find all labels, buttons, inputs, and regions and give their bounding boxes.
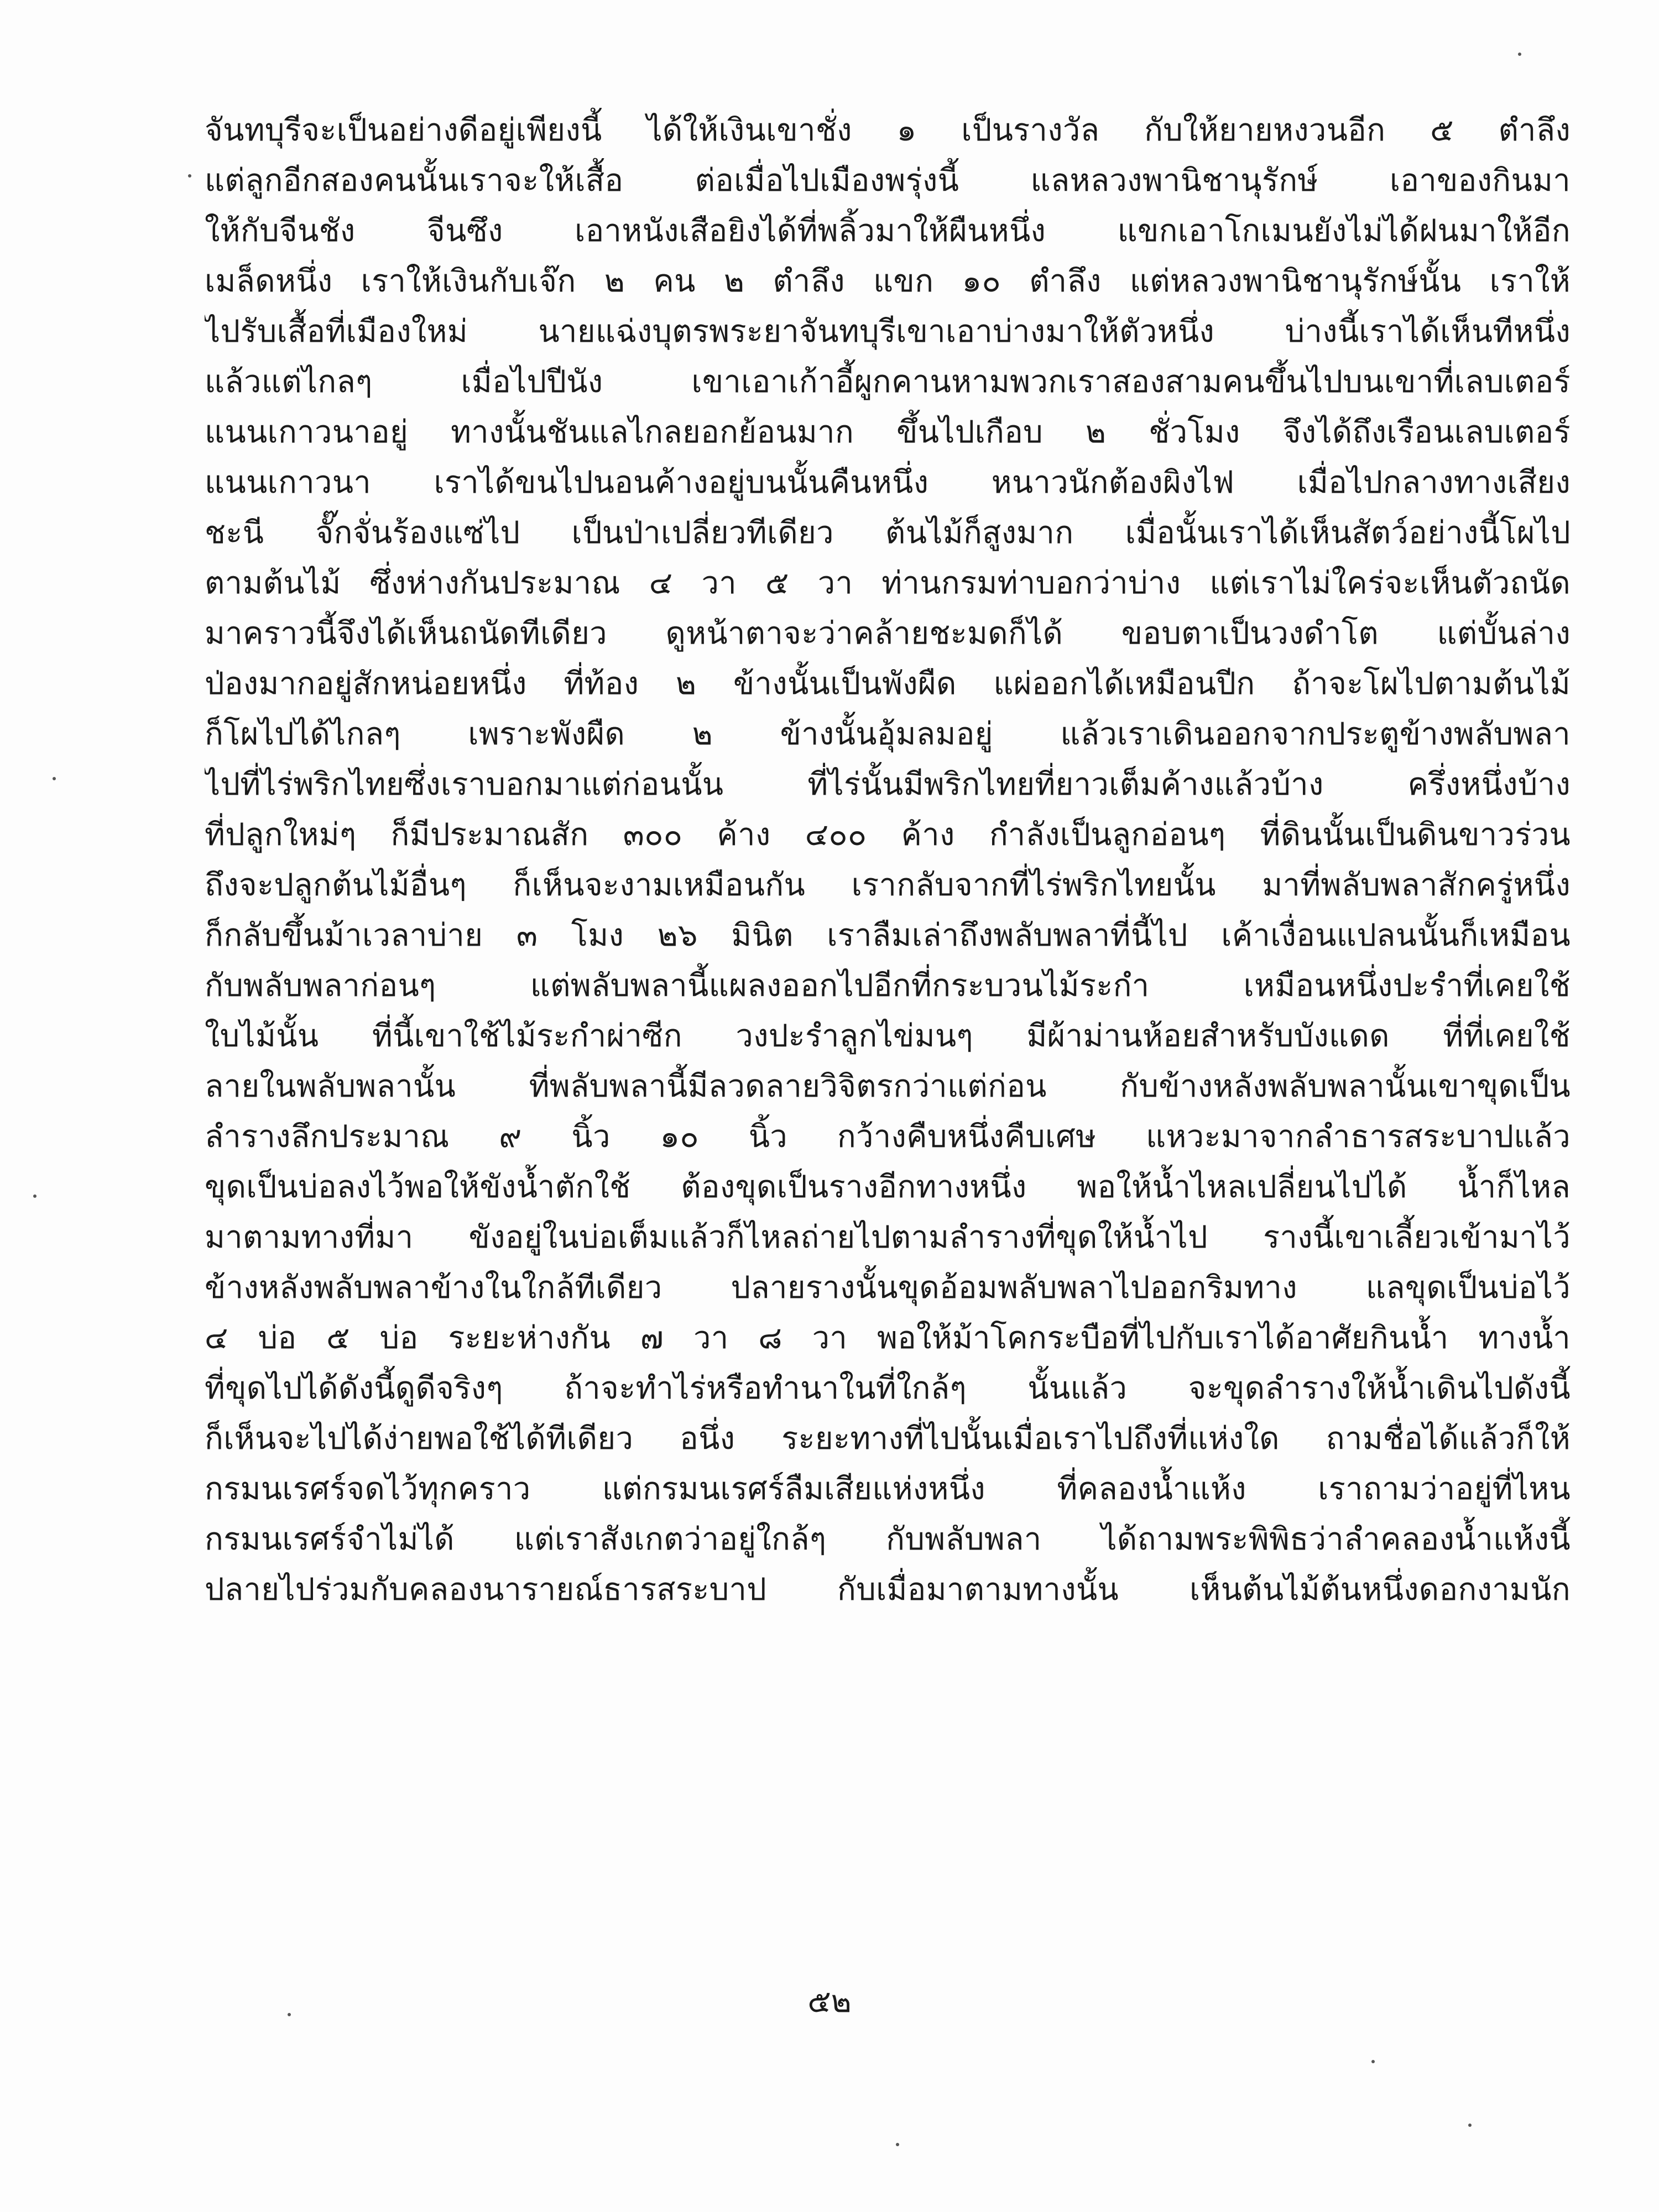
text-line: กับพลับพลาก่อนๆ แต่พลับพลานี้แผลงออกไปอีกที่กระบวนไม้ระกำ เหมือนหนึ่งปะรำที่เคยใช้ <box>205 968 1571 1004</box>
text-line: กรมนเรศร์จดไว้ทุกคราว แต่กรมนเรศร์ลืมเสียแห่งหนึ่ง ที่คลองน้ำแห้ง เราถามว่าอยู่ที่ไหน <box>205 1471 1571 1507</box>
text-line: ให้กับจีนชัง จีนซึง เอาหนังเสือยิงได้ที่พลิ้วมาให้ผืนหนึ่ง แขกเอาโกเมนยังไม่ได้ฝนมาให้อีก <box>205 213 1571 249</box>
scan-speck <box>1371 2060 1375 2063</box>
text-line: ป่องมากอยู่สักหน่อยหนึ่ง ที่ท้อง ๒ ข้างนั้นเป็นพังผืด แผ่ออกได้เหมือนปีก ถ้าจะโผไปตามต้นไม้ <box>205 666 1571 702</box>
text-line: ไปรับเสื้อที่เมืองใหม่ นายแฉ่งบุตรพระยาจันทบุรีเขาเอาบ่างมาให้ตัวหนึ่ง บ่างนี้เราได้เห็นทีหนึ่ง <box>205 314 1571 349</box>
text-line: มาตามทางที่มา ขังอยู่ในบ่อเต็มแล้วก็ไหลถ่ายไปตามลำรางที่ขุดให้น้ำไป รางนี้เขาเลี้ยวเข้ามาไว้ <box>205 1219 1571 1255</box>
text-line: แนนเกาวนาอยู่ ทางนั้นชันแลไกลยอกย้อนมาก ขึ้นไปเกือบ ๒ ชั่วโมง จึงได้ถึงเรือนเลบเตอร์ <box>205 414 1571 450</box>
text-line: ขุดเป็นบ่อลงไว้พอให้ขังน้ำตักใช้ ต้องขุดเป็นรางอีกทางหนึ่ง พอให้น้ำไหลเปลี่ยนไปได้ น้ำก็ไหล <box>205 1169 1571 1205</box>
text-line: กรมนเรศร์จำไม่ได้ แต่เราสังเกตว่าอยู่ใกล้ๆ กับพลับพลา ได้ถามพระพิพิธว่าลำคลองน้ำแห้งนี้ <box>205 1521 1571 1557</box>
text-line: ก็เห็นจะไปได้ง่ายพอใช้ได้ทีเดียว อนึ่ง ระยะทางที่ไปนั้นเมื่อเราไปถึงที่แห่งใด ถามชื่อได้แล้วก็ให้ <box>205 1421 1571 1457</box>
scan-speck <box>288 2013 291 2016</box>
text-line: ปลายไปร่วมกับคลองนารายณ์ธารสระบาป กับเมื่อมาตามทางนั้น เห็นต้นไม้ต้นหนึ่งดอกงามนัก <box>205 1572 1571 1608</box>
text-line: จันทบุรีจะเป็นอย่างดีอยู่เพียงนี้ ได้ให้เงินเขาชั่ง ๑ เป็นรางวัล กับให้ยายหงวนอีก ๕ ตำลึง <box>205 112 1571 148</box>
text-line: ที่ขุดไปได้ดังนี้ดูดีจริงๆ ถ้าจะทำไร่หรือทำนาในที่ใกล้ๆ นั้นแล้ว จะขุดลำรางให้น้ำเดินไปดังนี้ <box>205 1370 1571 1406</box>
scan-speck <box>1518 53 1521 56</box>
scan-speck <box>188 174 191 178</box>
text-line: แล้วแต่ไกลๆ เมื่อไปปีนัง เขาเอาเก้าอี้ผูกคานหามพวกเราสองสามคนขึ้นไปบนเขาที่เลบเตอร์ <box>205 364 1571 400</box>
body-text <box>205 105 1571 1615</box>
text-line: แนนเกาวนา เราได้ขนไปนอนค้างอยู่บนนั้นคืนหนึ่ง หนาวนักต้องผิงไฟ เมื่อไปกลางทางเสียง <box>205 465 1571 500</box>
scan-speck <box>33 1194 36 1198</box>
text-line: มาคราวนี้จึงได้เห็นถนัดทีเดียว ดูหน้าตาจะว่าคล้ายชะมดก็ได้ ขอบตาเป็นวงดำโต แต่บั้นล่าง <box>205 615 1571 651</box>
text-line: ที่ปลูกใหม่ๆ ก็มีประมาณสัก ๓๐๐ ค้าง ๔๐๐ ค้าง กำลังเป็นลูกอ่อนๆ ที่ดินนั้นเป็นดินขาวร่วน <box>205 817 1571 853</box>
scan-speck <box>896 2143 899 2146</box>
text-line: ๔ บ่อ ๕ บ่อ ระยะห่างกัน ๗ วา ๘ วา พอให้ม้าโคกระบือที่ไปกับเราได้อาศัยกินน้ำ ทางน้ำ <box>205 1320 1571 1356</box>
scan-speck <box>1468 2124 1472 2127</box>
scan-speck <box>53 777 56 780</box>
text-line: ลายในพลับพลานั้น ที่พลับพลานี้มีลวดลายวิจิตรกว่าแต่ก่อน กับข้างหลังพลับพลานั้นเขาขุดเป็น <box>205 1068 1571 1104</box>
page-number: ๕๒ <box>807 1984 852 2020</box>
text-line: เมล็ดหนึ่ง เราให้เงินกับเจ๊ก ๒ คน ๒ ตำลึง แขก ๑๐ ตำลึง แต่หลวงพานิชานุรักษ์นั้น เราให้ <box>205 263 1571 299</box>
text-line: ตามต้นไม้ ซึ่งห่างกันประมาณ ๔ วา ๕ วา ท่านกรมท่าบอกว่าบ่าง แต่เราไม่ใคร่จะเห็นตัวถนัด <box>205 565 1571 601</box>
text-line: ก็โผไปได้ไกลๆ เพราะพังผืด ๒ ข้างนั้นอุ้มลมอยู่ แล้วเราเดินออกจากประตูข้างพลับพลา <box>205 716 1571 752</box>
text-line: ก็กลับขึ้นม้าเวลาบ่าย ๓ โมง ๒๖ มินิต เราลืมเล่าถึงพลับพลาที่นี้ไป เค้าเงื่อนแปลนนั้นก็เหมือน <box>205 917 1571 953</box>
text-line: ไปที่ไร่พริกไทยซึ่งเราบอกมาแต่ก่อนนั้น ที่ไร่นั้นมีพริกไทยที่ยาวเต็มค้างแล้วบ้าง ครึ่งหนึ่งบ้าง <box>205 766 1571 802</box>
text-line: ข้างหลังพลับพลาข้างในใกล้ทีเดียว ปลายรางนั้นขุดอ้อมพลับพลาไปออกริมทาง แลขุดเป็นบ่อไว้ <box>205 1270 1571 1306</box>
text-line: ชะนี จั๊กจั่นร้องแซ่ไป เป็นป่าเปลี่ยวทีเดียว ต้นไม้ก็สูงมาก เมื่อนั้นเราได้เห็นสัตว์อย่างนี้โผไป <box>205 515 1571 551</box>
text-line: ถึงจะปลูกต้นไม้อื่นๆ ก็เห็นจะงามเหมือนกัน เรากลับจากที่ไร่พริกไทยนั้น มาที่พลับพลาสักครู่หนึ่ง <box>205 867 1571 903</box>
text-line: แต่ลูกอีกสองคนนั้นเราจะให้เสื้อ ต่อเมื่อไปเมืองพรุ่งนี้ แลหลวงพานิชานุรักษ์ เอาของกินมา <box>205 163 1571 199</box>
text-line: ลำรางลึกประมาณ ๙ นิ้ว ๑๐ นิ้ว กว้างคืบหนึ่งคืบเศษ แหวะมาจากลำธารสระบาปแล้ว <box>205 1119 1571 1155</box>
text-line: ใบไม้นั้น ที่นี้เขาใช้ไม้ระกำผ่าซีก วงปะรำลูกไข่มนๆ มีผ้าม่านห้อยสำหรับบังแดด ที่ที่เคยใช้ <box>205 1018 1571 1054</box>
